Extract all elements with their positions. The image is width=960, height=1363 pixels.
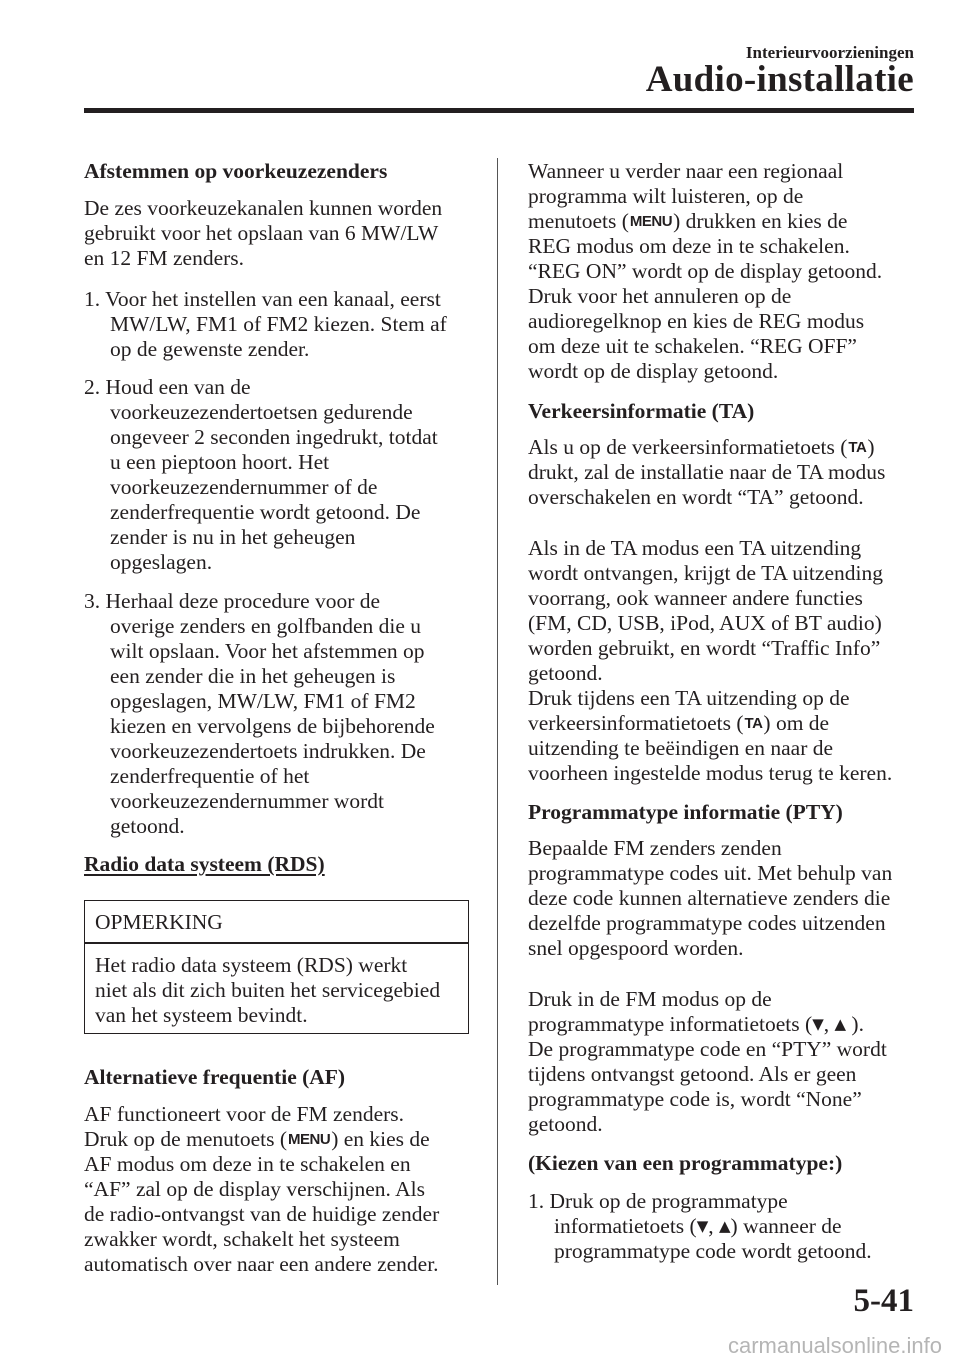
reg-line-6: Druk voor het annuleren op de xyxy=(528,284,792,308)
af-line-7: automatisch over naar een andere zender. xyxy=(84,1252,439,1276)
pty2-sep: , xyxy=(823,1012,830,1036)
step3-line-2: overige zenders en golfbanden die u xyxy=(110,614,422,638)
step1-line-2: MW/LW, FM1 of FM2 kiezen. Stem af xyxy=(110,312,447,336)
reg-line-1: Wanneer u verder naar een regionaal xyxy=(528,159,844,183)
ta-line-1-end: ) xyxy=(867,435,875,459)
down-arrow-icon: ▼ xyxy=(812,1015,824,1033)
af-heading: Alternatieve frequentie (AF) xyxy=(84,1065,346,1089)
step3-line-10: getoond. xyxy=(110,814,185,838)
step2-line-4: u een pieptoon hoort. Het xyxy=(110,450,330,474)
pty-line-5: snel opgespoord worden. xyxy=(528,936,744,960)
ta2-line-7: Druk tijdens een TA uitzending op de xyxy=(528,686,850,710)
pty2-line-2-start: programmatype informatietoets ( xyxy=(528,1012,813,1036)
note-line-1: Het radio data systeem (RDS) werkt xyxy=(95,953,408,977)
step2-line-2: voorkeuzezendertoetsen gedurende xyxy=(110,400,413,424)
step3-line-3: wilt opslaan. Voor het afstemmen op xyxy=(110,639,425,663)
note-separator xyxy=(85,942,468,944)
af-line-5: de radio-ontvangst van de huidige zender xyxy=(84,1202,440,1226)
step3-line-8: zenderfrequentie of het xyxy=(110,764,310,788)
header-title: Audio-installatie xyxy=(645,59,914,100)
pty2-line-3: De programmatype code en “PTY” wordt xyxy=(528,1037,887,1061)
af-line-1: AF functioneert voor de FM zenders. xyxy=(84,1102,405,1126)
step3-line-4: een zender die in het geheugen is xyxy=(110,664,396,688)
up-arrow-icon: ▲ xyxy=(834,1015,847,1033)
ta-line-1 xyxy=(528,434,874,461)
step2-line-1: 2. Houd een van de xyxy=(84,375,251,399)
ta2-line-8 xyxy=(528,710,829,737)
af-line-2-start: Druk op de menutoets ( xyxy=(84,1127,288,1151)
ta-line-2: drukt, zal de installatie naar de TA modus xyxy=(528,460,886,484)
af-line-3: AF modus om deze in te schakelen en xyxy=(84,1152,411,1176)
pty2-line-1: Druk in de FM modus op de xyxy=(528,987,772,1011)
ta-line-3: overschakelen en wordt “TA” getoond. xyxy=(528,485,864,509)
page-number: 5-41 xyxy=(853,1283,914,1319)
ta2-line-4: (FM, CD, USB, iPod, AUX of BT audio) xyxy=(528,611,882,635)
ta2-line-8-end: ) om de xyxy=(763,711,830,735)
pty2-line-4: tijdens ontvangst getoond. Als er geen xyxy=(528,1062,857,1086)
step3-line-9: voorkeuzezendernummer wordt xyxy=(110,789,385,813)
rds-heading: Radio data systeem (RDS) xyxy=(84,852,325,876)
ta2-line-6: getoond. xyxy=(528,661,603,685)
ta2-line-8-start: verkeersinformatietoets ( xyxy=(528,711,744,735)
note-line-2: niet als dit zich buiten het servicegebied xyxy=(95,978,441,1002)
step1-line-3: op de gewenste zender. xyxy=(110,337,310,361)
reg-line-2: programma wilt luisteren, op de xyxy=(528,184,804,208)
menu-icon: MENU xyxy=(629,213,673,230)
sel1-sep: , xyxy=(708,1214,714,1238)
pty2-line-2-end: ). xyxy=(851,1012,864,1036)
header-rule xyxy=(84,108,914,113)
step3-line-6: kiezen en vervolgens de bijbehorende xyxy=(110,714,435,738)
reg-line-4: REG modus om deze in te schakelen. xyxy=(528,234,850,258)
reg-line-7: audioregelknop en kies de REG modus xyxy=(528,309,865,333)
step2-line-6: zenderfrequentie wordt getoond. De xyxy=(110,500,421,524)
ta2-line-2: wordt ontvangen, krijgt de TA uitzending xyxy=(528,561,883,585)
ta2-line-5: worden gebruikt, en wordt “Traffic Info” xyxy=(528,636,881,660)
pty2-line-5: programmatype code is, wordt “None” xyxy=(528,1087,862,1111)
pty2-line-6: getoond. xyxy=(528,1112,603,1136)
preset-intro-2: gebruikt voor het opslaan van 6 MW/LW xyxy=(84,221,439,245)
ta-heading: Verkeersinformatie (TA) xyxy=(528,399,755,423)
pty-line-4: dezelfde programmatype codes uitzenden xyxy=(528,911,886,935)
step1-line-1: 1. Voor het instellen van een kanaal, eerst xyxy=(84,287,441,311)
ta2-line-3: voorrang, ook wanneer andere functies xyxy=(528,586,863,610)
pty-line-1: Bepaalde FM zenders zenden xyxy=(528,836,782,860)
step3-line-7: voorkeuzezendertoets indrukken. De xyxy=(110,739,426,763)
ta-icon: TA xyxy=(744,715,763,732)
ta2-line-1: Als in de TA modus een TA uitzending xyxy=(528,536,862,560)
up-arrow-icon: ▲ xyxy=(719,1217,731,1235)
reg-line-9: wordt op de display getoond. xyxy=(528,359,779,383)
note-title: OPMERKING xyxy=(95,910,223,934)
step3-line-5: opgeslagen, MW/LW, FM1 of FM2 xyxy=(110,689,416,713)
note-line-3: van het systeem bevindt. xyxy=(95,1003,308,1027)
watermark: carmanualsonline.info xyxy=(727,1333,942,1358)
preset-heading: Afstemmen op voorkeuzezenders xyxy=(84,159,388,183)
step2-line-5: voorkeuzezendernummer of de xyxy=(110,475,378,499)
reg-line-8: om deze uit te schakelen. “REG OFF” xyxy=(528,334,857,358)
reg-line-3-end: ) drukken en kies de xyxy=(673,209,848,233)
reg-line-3 xyxy=(528,208,847,235)
sel1-line-1: 1. Druk op de programmatype xyxy=(528,1189,788,1213)
ta2-line-10: voorheen ingestelde modus terug te keren. xyxy=(528,761,893,785)
note-box xyxy=(84,900,469,1034)
sel1-line-2-end: ) wanneer de xyxy=(730,1214,842,1238)
menu-icon: MENU xyxy=(288,1131,331,1148)
reg-line-5: “REG ON” wordt op de display getoond. xyxy=(528,259,883,283)
preset-intro-3: en 12 FM zenders. xyxy=(84,246,245,270)
preset-intro-1: De zes voorkeuzekanalen kunnen worden xyxy=(84,196,443,220)
step3-line-1: 3. Herhaal deze procedure voor de xyxy=(84,589,381,613)
ta-icon: TA xyxy=(848,439,867,456)
step2-line-8: opgeslagen. xyxy=(110,550,213,574)
af-line-2-end: ) en kies de xyxy=(331,1127,430,1151)
column-divider xyxy=(497,158,498,1285)
down-arrow-icon: ▼ xyxy=(696,1217,709,1235)
ta2-line-9: uitzending te beëindigen en naar de xyxy=(528,736,834,760)
step2-line-3: ongeveer 2 seconden ingedrukt, totdat xyxy=(110,425,438,449)
step2-line-7: zender is nu in het geheugen xyxy=(110,525,356,549)
sel1-line-2 xyxy=(554,1213,842,1239)
af-line-6: zwakker wordt, schakelt het systeem xyxy=(84,1227,400,1251)
sel1-line-3: programmatype code wordt getoond. xyxy=(554,1239,872,1263)
pty-line-3: deze code kunnen alternatieve zenders die xyxy=(528,886,891,910)
af-line-2 xyxy=(84,1126,430,1153)
af-line-4: “AF” zal op de display verschijnen. Als xyxy=(84,1177,425,1201)
pty-heading: Programmatype informatie (PTY) xyxy=(528,800,843,824)
ta-line-1-start: Als u op de verkeersinformatietoets ( xyxy=(528,435,848,459)
header-section: Interieurvoorzieningen xyxy=(745,43,914,62)
select-heading: (Kiezen van een programmatype:) xyxy=(528,1151,843,1175)
pty-line-2: programmatype codes uit. Met behulp van xyxy=(528,861,893,885)
pty2-line-2 xyxy=(528,1011,864,1037)
sel1-line-2-start: informatietoets ( xyxy=(554,1214,697,1238)
reg-line-3-start: menutoets ( xyxy=(528,209,629,233)
